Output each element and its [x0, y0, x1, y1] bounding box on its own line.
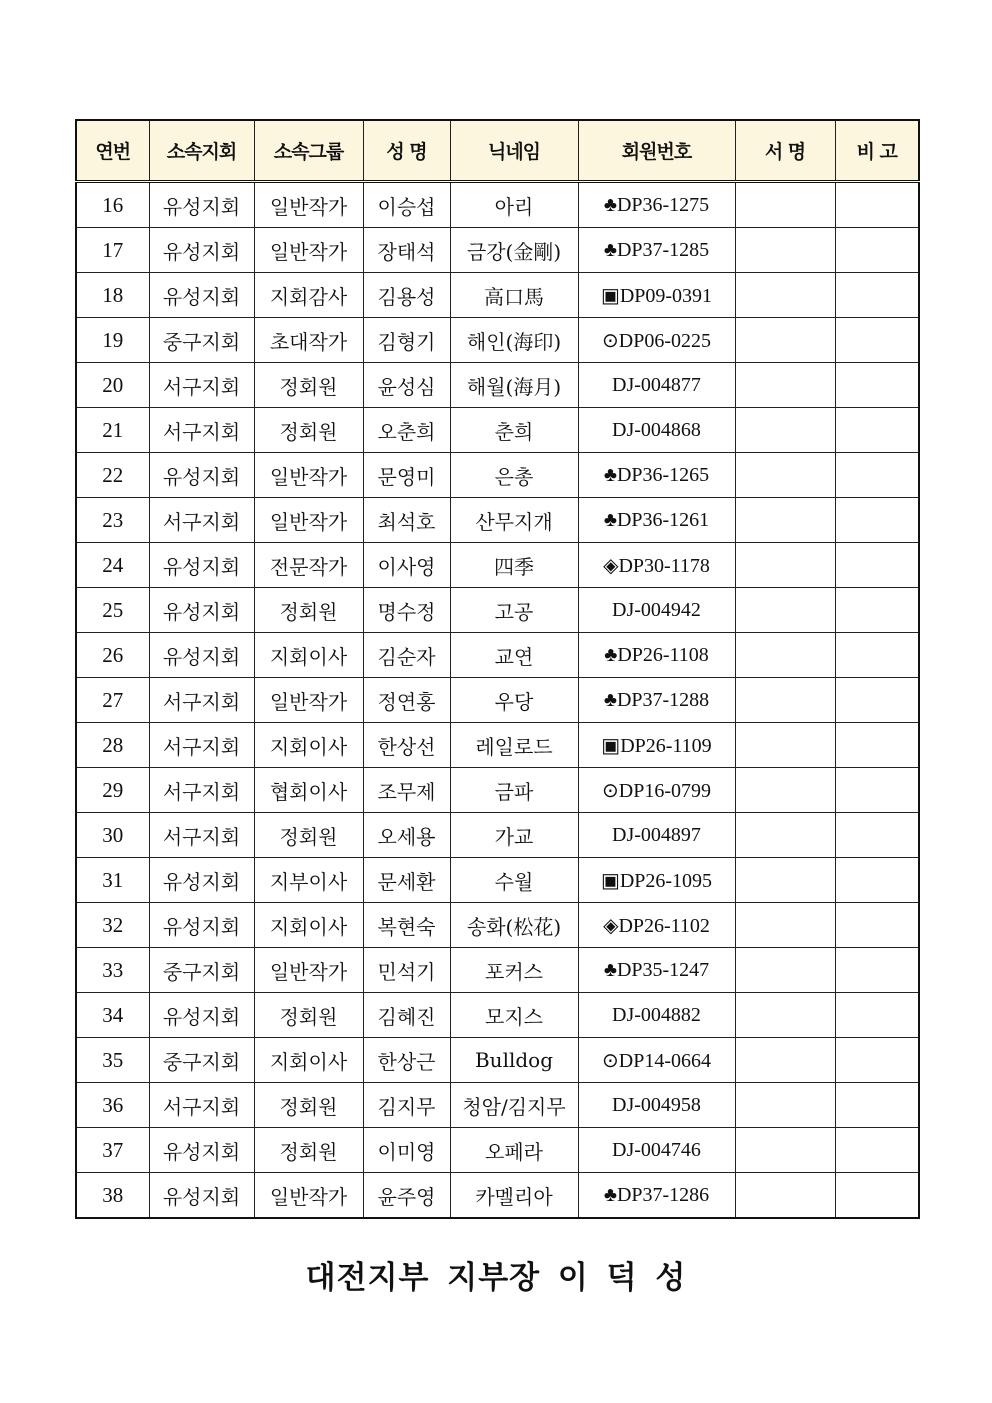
remarks-cell [835, 588, 919, 633]
nickname-cell: 교연 [450, 633, 578, 678]
branch-cell: 중구지회 [149, 1038, 254, 1083]
member-number-cell: ♣DP37-1288 [578, 678, 735, 723]
branch-cell: 유성지회 [149, 633, 254, 678]
header-remarks: 비 고 [835, 120, 919, 182]
nickname-cell: 금파 [450, 768, 578, 813]
group-cell: 일반작가 [254, 678, 363, 723]
branch-cell: 유성지회 [149, 903, 254, 948]
table-row [76, 1083, 919, 1128]
name-cell: 윤주영 [363, 1173, 450, 1219]
group-cell: 일반작가 [254, 182, 363, 228]
table-row [76, 768, 919, 813]
table-row [76, 993, 919, 1038]
name-cell: 김용성 [363, 273, 450, 318]
signatory-line: 대전지부 지부장 이 덕 성 [305, 1260, 687, 1296]
serial-number-cell: 38 [76, 1173, 149, 1219]
serial-number-cell: 35 [76, 1038, 149, 1083]
table-row [76, 228, 919, 273]
remarks-cell [835, 498, 919, 543]
group-cell: 지회이사 [254, 903, 363, 948]
member-number-cell: ♣DP36-1261 [578, 498, 735, 543]
serial-number-cell: 26 [76, 633, 149, 678]
branch-cell: 서구지회 [149, 408, 254, 453]
signature-cell [735, 1083, 835, 1128]
nickname-cell: 청암/김지무 [450, 1083, 578, 1128]
branch-cell: 서구지회 [149, 813, 254, 858]
signature-cell [735, 498, 835, 543]
serial-number-cell: 30 [76, 813, 149, 858]
group-cell: 지회이사 [254, 1038, 363, 1083]
nickname-cell: 레일로드 [450, 723, 578, 768]
name-cell: 장태석 [363, 228, 450, 273]
table-row [76, 813, 919, 858]
signature-cell [735, 633, 835, 678]
branch-cell: 유성지회 [149, 228, 254, 273]
name-cell: 문세환 [363, 858, 450, 903]
serial-number-cell: 17 [76, 228, 149, 273]
branch-cell: 유성지회 [149, 453, 254, 498]
serial-number-cell: 23 [76, 498, 149, 543]
group-cell: 전문작가 [254, 543, 363, 588]
nickname-cell: 모지스 [450, 993, 578, 1038]
nickname-cell: Bulldog [450, 1038, 578, 1083]
remarks-cell [835, 993, 919, 1038]
signature-cell [735, 903, 835, 948]
branch-cell: 서구지회 [149, 363, 254, 408]
signature-cell [735, 182, 835, 228]
name-cell: 이사영 [363, 543, 450, 588]
remarks-cell [835, 1038, 919, 1083]
member-number-cell: ⊙DP16-0799 [578, 768, 735, 813]
group-cell: 일반작가 [254, 453, 363, 498]
nickname-cell: 금강(金剛) [450, 228, 578, 273]
table-row [76, 588, 919, 633]
branch-cell: 중구지회 [149, 948, 254, 993]
remarks-cell [835, 813, 919, 858]
remarks-cell [835, 948, 919, 993]
table-row [76, 498, 919, 543]
nickname-cell: 송화(松花) [450, 903, 578, 948]
name-cell: 정연홍 [363, 678, 450, 723]
member-number-cell: DJ-004942 [578, 588, 735, 633]
remarks-cell [835, 453, 919, 498]
serial-number-cell: 20 [76, 363, 149, 408]
remarks-cell [835, 543, 919, 588]
branch-cell: 서구지회 [149, 1083, 254, 1128]
serial-number-cell: 29 [76, 768, 149, 813]
name-cell: 김형기 [363, 318, 450, 363]
header-signature: 서 명 [735, 120, 835, 182]
name-cell: 오춘희 [363, 408, 450, 453]
member-number-cell: ▣DP09-0391 [578, 273, 735, 318]
branch-cell: 서구지회 [149, 678, 254, 723]
nickname-cell: 은총 [450, 453, 578, 498]
group-cell: 일반작가 [254, 498, 363, 543]
signature-cell [735, 678, 835, 723]
nickname-cell: 四季 [450, 543, 578, 588]
group-cell: 지부이사 [254, 858, 363, 903]
group-cell: 정회원 [254, 363, 363, 408]
remarks-cell [835, 1128, 919, 1173]
branch-cell: 유성지회 [149, 182, 254, 228]
serial-number-cell: 37 [76, 1128, 149, 1173]
serial-number-cell: 28 [76, 723, 149, 768]
header-group: 소속그룹 [254, 120, 363, 182]
group-cell: 지회이사 [254, 723, 363, 768]
remarks-cell [835, 1173, 919, 1219]
name-cell: 김순자 [363, 633, 450, 678]
branch-cell: 유성지회 [149, 993, 254, 1038]
remarks-cell [835, 678, 919, 723]
member-number-cell: ♣DP36-1275 [578, 182, 735, 228]
branch-cell: 서구지회 [149, 723, 254, 768]
serial-number-cell: 33 [76, 948, 149, 993]
remarks-cell [835, 723, 919, 768]
member-number-cell: DJ-004882 [578, 993, 735, 1038]
signature-cell [735, 543, 835, 588]
member-number-cell: DJ-004868 [578, 408, 735, 453]
nickname-cell: 수월 [450, 858, 578, 903]
member-number-cell: DJ-004877 [578, 363, 735, 408]
name-cell: 한상선 [363, 723, 450, 768]
table-row [76, 408, 919, 453]
nickname-cell: 우당 [450, 678, 578, 723]
signature-cell [735, 1128, 835, 1173]
serial-number-cell: 34 [76, 993, 149, 1038]
name-cell: 복현숙 [363, 903, 450, 948]
member-number-cell: ♣DP37-1286 [578, 1173, 735, 1219]
branch-cell: 유성지회 [149, 588, 254, 633]
member-number-cell: ♣DP36-1265 [578, 453, 735, 498]
name-cell: 최석호 [363, 498, 450, 543]
signature-cell [735, 1038, 835, 1083]
table-row [76, 903, 919, 948]
name-cell: 오세용 [363, 813, 450, 858]
branch-cell: 유성지회 [149, 543, 254, 588]
name-cell: 김지무 [363, 1083, 450, 1128]
name-cell: 조무제 [363, 768, 450, 813]
group-cell: 일반작가 [254, 948, 363, 993]
name-cell: 이승섭 [363, 182, 450, 228]
member-roster-table [75, 119, 920, 1219]
table-row [76, 318, 919, 363]
group-cell: 정회원 [254, 993, 363, 1038]
member-number-cell: DJ-004746 [578, 1128, 735, 1173]
nickname-cell: 아리 [450, 182, 578, 228]
branch-cell: 서구지회 [149, 768, 254, 813]
name-cell: 명수정 [363, 588, 450, 633]
signature-cell [735, 768, 835, 813]
remarks-cell [835, 903, 919, 948]
signature-cell [735, 813, 835, 858]
header-serial-number: 연번 [76, 120, 149, 182]
header-row [76, 120, 919, 182]
nickname-cell: 산무지개 [450, 498, 578, 543]
member-number-cell: DJ-004958 [578, 1083, 735, 1128]
branch-cell: 유성지회 [149, 1128, 254, 1173]
table-row [76, 363, 919, 408]
remarks-cell [835, 363, 919, 408]
signature-cell [735, 363, 835, 408]
table-row [76, 678, 919, 723]
branch-cell: 유성지회 [149, 1173, 254, 1219]
member-number-cell: ♣DP26-1108 [578, 633, 735, 678]
group-cell: 정회원 [254, 1083, 363, 1128]
table-row [76, 182, 919, 228]
signature-cell [735, 453, 835, 498]
signature-cell [735, 273, 835, 318]
serial-number-cell: 21 [76, 408, 149, 453]
name-cell: 한상근 [363, 1038, 450, 1083]
nickname-cell: 포커스 [450, 948, 578, 993]
remarks-cell [835, 633, 919, 678]
roster-body [76, 182, 919, 1219]
remarks-cell [835, 182, 919, 228]
nickname-cell: 오페라 [450, 1128, 578, 1173]
table-row [76, 1038, 919, 1083]
group-cell: 협회이사 [254, 768, 363, 813]
branch-cell: 서구지회 [149, 498, 254, 543]
signature-cell [735, 588, 835, 633]
table-row [76, 543, 919, 588]
serial-number-cell: 18 [76, 273, 149, 318]
serial-number-cell: 25 [76, 588, 149, 633]
name-cell: 윤성심 [363, 363, 450, 408]
table-row [76, 948, 919, 993]
serial-number-cell: 27 [76, 678, 149, 723]
remarks-cell [835, 273, 919, 318]
header-member-number: 회원번호 [578, 120, 735, 182]
group-cell: 일반작가 [254, 1173, 363, 1219]
member-number-cell: ◈DP26-1102 [578, 903, 735, 948]
table-row [76, 1173, 919, 1219]
signature-cell [735, 723, 835, 768]
header-name: 성 명 [363, 120, 450, 182]
serial-number-cell: 31 [76, 858, 149, 903]
group-cell: 정회원 [254, 588, 363, 633]
table-row [76, 723, 919, 768]
name-cell: 이미영 [363, 1128, 450, 1173]
branch-cell: 유성지회 [149, 273, 254, 318]
serial-number-cell: 19 [76, 318, 149, 363]
nickname-cell: 가교 [450, 813, 578, 858]
signature-cell [735, 1173, 835, 1219]
branch-cell: 유성지회 [149, 858, 254, 903]
nickname-cell: 춘희 [450, 408, 578, 453]
serial-number-cell: 32 [76, 903, 149, 948]
signature-cell [735, 993, 835, 1038]
remarks-cell [835, 858, 919, 903]
serial-number-cell: 24 [76, 543, 149, 588]
table-row [76, 1128, 919, 1173]
remarks-cell [835, 318, 919, 363]
remarks-cell [835, 228, 919, 273]
group-cell: 정회원 [254, 1128, 363, 1173]
group-cell: 지회감사 [254, 273, 363, 318]
member-number-cell: ⊙DP06-0225 [578, 318, 735, 363]
member-number-cell: ♣DP37-1285 [578, 228, 735, 273]
nickname-cell: 高口馬 [450, 273, 578, 318]
header-nickname: 닉네임 [450, 120, 578, 182]
signature-cell [735, 408, 835, 453]
name-cell: 김혜진 [363, 993, 450, 1038]
nickname-cell: 고공 [450, 588, 578, 633]
table-row [76, 273, 919, 318]
group-cell: 일반작가 [254, 228, 363, 273]
table-row [76, 858, 919, 903]
member-number-cell: ◈DP30-1178 [578, 543, 735, 588]
table-row [76, 453, 919, 498]
nickname-cell: 해인(海印) [450, 318, 578, 363]
remarks-cell [835, 768, 919, 813]
member-number-cell: ♣DP35-1247 [578, 948, 735, 993]
signature-cell [735, 228, 835, 273]
group-cell: 정회원 [254, 408, 363, 453]
member-number-cell: ▣DP26-1095 [578, 858, 735, 903]
serial-number-cell: 16 [76, 182, 149, 228]
member-number-cell: ⊙DP14-0664 [578, 1038, 735, 1083]
serial-number-cell: 36 [76, 1083, 149, 1128]
group-cell: 초대작가 [254, 318, 363, 363]
serial-number-cell: 22 [76, 453, 149, 498]
header-branch: 소속지회 [149, 120, 254, 182]
nickname-cell: 해월(海月) [450, 363, 578, 408]
nickname-cell: 카멜리아 [450, 1173, 578, 1219]
remarks-cell [835, 1083, 919, 1128]
signature-cell [735, 948, 835, 993]
branch-cell: 중구지회 [149, 318, 254, 363]
member-number-cell: ▣DP26-1109 [578, 723, 735, 768]
remarks-cell [835, 408, 919, 453]
group-cell: 정회원 [254, 813, 363, 858]
name-cell: 민석기 [363, 948, 450, 993]
table-row [76, 633, 919, 678]
group-cell: 지회이사 [254, 633, 363, 678]
name-cell: 문영미 [363, 453, 450, 498]
signature-cell [735, 318, 835, 363]
member-number-cell: DJ-004897 [578, 813, 735, 858]
signature-cell [735, 858, 835, 903]
